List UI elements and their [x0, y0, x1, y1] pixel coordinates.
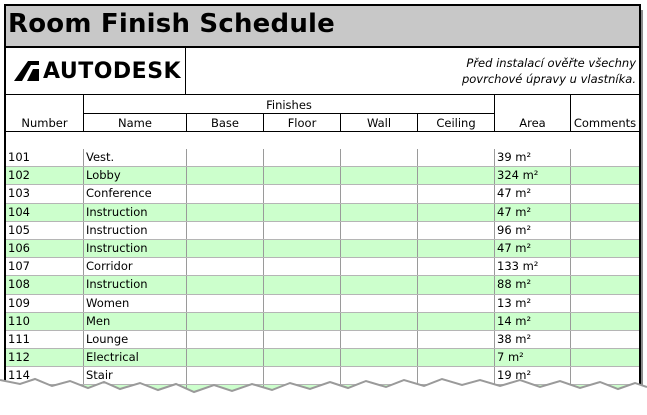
cell-base [187, 222, 264, 239]
cell-wall [341, 295, 418, 312]
cell-wall [341, 204, 418, 221]
cell-area: 39 m² [495, 149, 571, 166]
cell-base [187, 313, 264, 330]
header-comments: Comments [571, 95, 639, 132]
header-base: Base [187, 114, 264, 132]
cell-number: 110 [6, 313, 84, 330]
cell-base [187, 276, 264, 293]
cell-number: 109 [6, 295, 84, 312]
cell-wall [341, 167, 418, 184]
cell-floor [264, 149, 341, 166]
header-number: Number [6, 95, 84, 132]
cell-wall [341, 276, 418, 293]
cell-floor [264, 349, 341, 366]
header-name: Name [84, 114, 187, 132]
cell-wall [341, 331, 418, 348]
cell-name: Lobby [84, 167, 187, 184]
cell-wall [341, 258, 418, 275]
note-line-1: Před instalací ověřte všechny [466, 56, 636, 70]
cell-wall [341, 222, 418, 239]
cell-number: 101 [6, 149, 84, 166]
header-finishes-group: Finishes [84, 95, 495, 114]
cell-wall [341, 149, 418, 166]
cell-base [187, 204, 264, 221]
table-row [6, 167, 639, 185]
cell-ceiling [418, 258, 495, 275]
logo-box [6, 48, 186, 95]
cell-ceiling [418, 295, 495, 312]
cell-area: 47 m² [495, 240, 571, 257]
cell-comments [571, 276, 639, 293]
cell-name: Instruction [84, 276, 187, 293]
cell-name: Instruction [84, 222, 187, 239]
cell-floor [264, 276, 341, 293]
table-row [6, 258, 639, 276]
cell-name: Women [84, 295, 187, 312]
cell-base [187, 295, 264, 312]
cell-base [187, 258, 264, 275]
cell-number: 106 [6, 240, 84, 257]
cell-wall [341, 313, 418, 330]
table-row [6, 349, 639, 367]
header-wall: Wall [341, 114, 418, 132]
cell-floor [264, 240, 341, 257]
cell-number: 108 [6, 276, 84, 293]
cell-name: Instruction [84, 204, 187, 221]
table-row [6, 185, 639, 203]
cell-comments [571, 349, 639, 366]
cell-area: 38 m² [495, 331, 571, 348]
cell-ceiling [418, 167, 495, 184]
cell-comments [571, 185, 639, 202]
cell-base [187, 349, 264, 366]
cell-name: Vest. [84, 149, 187, 166]
cell-comments [571, 240, 639, 257]
cell-number: 105 [6, 222, 84, 239]
cell-ceiling [418, 185, 495, 202]
table-row [6, 240, 639, 258]
cell-area: 47 m² [495, 204, 571, 221]
table-row [6, 331, 639, 349]
cell-name: Lounge [84, 331, 187, 348]
table-row [6, 149, 639, 167]
cell-area: 133 m² [495, 258, 571, 275]
cell-area: 47 m² [495, 185, 571, 202]
cell-floor [264, 167, 341, 184]
cell-comments [571, 149, 639, 166]
cell-floor [264, 185, 341, 202]
title-bar [6, 6, 639, 48]
note-line-2: povrchové úpravy u vlastníka. [461, 72, 636, 86]
cell-area: 324 m² [495, 167, 571, 184]
cell-number: 102 [6, 167, 84, 184]
table-row [6, 313, 639, 331]
cell-name: Men [84, 313, 187, 330]
cell-name: Electrical [84, 349, 187, 366]
cell-comments [571, 258, 639, 275]
cell-ceiling [418, 313, 495, 330]
cell-name: Corridor [84, 258, 187, 275]
table-row [6, 295, 639, 313]
cell-area: 14 m² [495, 313, 571, 330]
cell-floor [264, 204, 341, 221]
cell-base [187, 240, 264, 257]
cell-base [187, 185, 264, 202]
cell-ceiling [418, 149, 495, 166]
cell-ceiling [418, 331, 495, 348]
cell-area: 13 m² [495, 295, 571, 312]
schedule-sheet [4, 4, 641, 407]
cell-number: 103 [6, 185, 84, 202]
cell-ceiling [418, 222, 495, 239]
cell-base [187, 167, 264, 184]
cell-floor [264, 222, 341, 239]
header-floor: Floor [264, 114, 341, 132]
cell-number: 104 [6, 204, 84, 221]
torn-edge [0, 370, 647, 415]
cell-number: 114 [6, 367, 84, 384]
cell-wall [341, 185, 418, 202]
autodesk-logo-text: AUTODESK [43, 59, 182, 84]
note-box [186, 48, 639, 95]
cell-name: Stair [84, 367, 187, 384]
cell-comments [571, 204, 639, 221]
cell-comments [571, 295, 639, 312]
schedule-title: Room Finish Schedule [8, 9, 335, 39]
cell-area: 88 m² [495, 276, 571, 293]
cell-base [187, 149, 264, 166]
cell-wall [341, 349, 418, 366]
cell-area: 96 m² [495, 222, 571, 239]
cell-floor [264, 258, 341, 275]
cell-base [187, 331, 264, 348]
cell-comments [571, 222, 639, 239]
cell-number: 111 [6, 331, 84, 348]
cell-floor [264, 331, 341, 348]
cell-name: Instruction [84, 240, 187, 257]
cell-area: 7 m² [495, 349, 571, 366]
cell-floor [264, 313, 341, 330]
cell-comments [571, 331, 639, 348]
autodesk-logo-icon [13, 61, 39, 81]
cell-comments [571, 167, 639, 184]
cell-floor [264, 295, 341, 312]
schedule-rows [6, 149, 639, 404]
cell-ceiling [418, 349, 495, 366]
header-area: Area [495, 95, 571, 132]
cell-number: 112 [6, 349, 84, 366]
cell-name: Conference [84, 185, 187, 202]
cell-ceiling [418, 204, 495, 221]
cell-comments [571, 313, 639, 330]
cell-ceiling [418, 240, 495, 257]
table-row [6, 204, 639, 222]
cell-ceiling [418, 276, 495, 293]
cell-area: 19 m² [495, 367, 571, 384]
cell-wall [341, 240, 418, 257]
table-row [6, 222, 639, 240]
header-ceiling: Ceiling [418, 114, 495, 132]
cell-number: 107 [6, 258, 84, 275]
table-row [6, 276, 639, 294]
